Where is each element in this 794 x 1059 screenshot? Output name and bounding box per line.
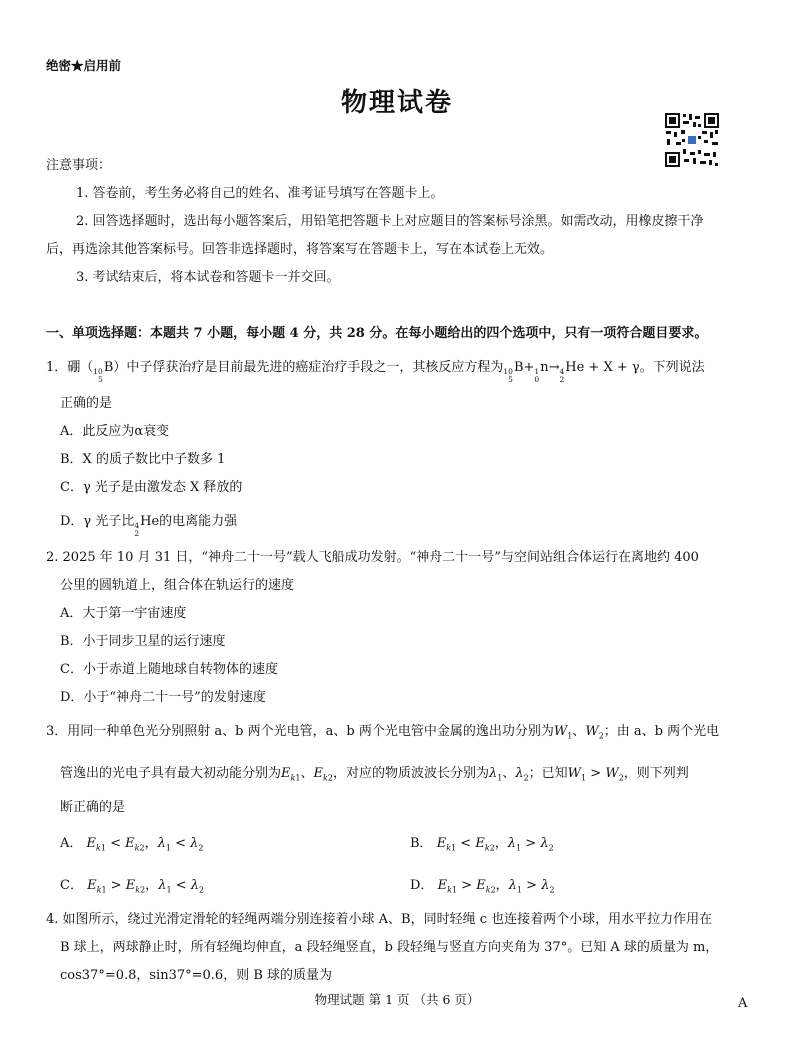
q4-stem-line2: B 球上，两球静止时，所有轻绳均伸直，a 段轻绳竖直，b 段轻绳与竖直方向夹角为 37°。已知 A 球的质量为 m， <box>60 940 719 955</box>
notice-item-2-cont: 后，再选涂其他答案标号。回答非选择题时，将答案写在答题卡上，写在本试卷上无效。 <box>46 242 554 257</box>
q4-stem: 4. 如图所示，绕过光滑定滑轮的轻绳两端分别连接着小球 A、B，同时轻绳 c 也连接着两个小球，用水平拉力作用在 <box>46 912 713 927</box>
notice-item-3: 3. 考试结束后，将本试卷和答题卡一并交回。 <box>76 270 340 285</box>
q4-stem-line3: cos37°=0.8，sin37°=0.6，则 B 球的质量为 <box>60 968 333 983</box>
page-footer: 物理试题 第 1 页 （共 6 页） <box>314 992 480 1007</box>
notice-heading: 注意事项： <box>46 158 112 173</box>
q1-stem-line2: 正确的是 <box>60 396 113 411</box>
q1-option-d: D．γ 光子比 4 2 He的电离能力强 <box>60 514 238 538</box>
q3-option-b: B． $E_{k1} < E_{k2}$，$\lambda_1 > \lambda_2$ <box>410 836 554 853</box>
q1-option-b: B．X 的质子数比中子数多 1 <box>60 452 226 467</box>
q3-stem: 3．用同一种单色光分别照射 a、b 两个光电管，a、b 两个光电管中金属的逸出功分别为$W_1$、$W_2$；由 a、b 两个光电 <box>46 724 720 741</box>
paper-version-code: A <box>738 996 748 1011</box>
q1-option-c: C．γ 光子是由激发态 X 释放的 <box>60 480 243 495</box>
q1-option-a: A．此反应为α衰变 <box>60 424 170 439</box>
q3-stem-line2: 管逸出的光电子具有最大初动能分别为$E_{k1}$、$E_{k2}$，对应的物质波波长分别为$\lambda_1$、$\lambda_2$；已知$W_1 > W_2$，则下列判 <box>60 766 689 783</box>
page-title: 物理试卷 <box>340 88 453 118</box>
q2-option-d: D．小于“神舟二十一号”的发射速度 <box>60 690 266 705</box>
q3-option-a: A． $E_{k1} < E_{k2}$，$\lambda_1 < \lambda_2$ <box>60 836 204 853</box>
q3-stem-line3: 断正确的是 <box>60 800 126 815</box>
q3-option-d: D． $E_{k1} > E_{k2}$，$\lambda_1 > \lambda_2$ <box>410 878 555 895</box>
section-heading: 一、单项选择题：本题共 7 小题，每小题 4 分，共 28 分。在每小题给出的四个选项中，只有一项符合题目要求。 <box>46 326 708 341</box>
q2-stem: 2. 2025 年 10 月 31 日，“神舟二十一号”载人飞船成功发射。“神舟二十一号”与空间站组合体运行在离地约 400 <box>46 550 699 565</box>
q2-option-a: A．大于第一宇宙速度 <box>60 606 187 621</box>
q2-option-b: B．小于同步卫星的运行速度 <box>60 634 226 649</box>
notice-item-2: 2. 回答选择题时，选出每小题答案后，用铅笔把答题卡上对应题目的答案标号涂黑。如需改动，用橡皮擦干净 <box>76 214 704 229</box>
confidential-label: 绝密★启用前 <box>46 58 122 73</box>
notice-item-1: 1. 答卷前，考生务必将自己的姓名、准考证号填写在答题卡上。 <box>76 186 444 201</box>
q2-option-c: C．小于赤道上随地球自转物体的速度 <box>60 662 278 677</box>
qr-code-icon <box>664 112 720 168</box>
q1-stem: 1．硼（ 10 5 B）中子俘获治疗是目前最先进的癌症治疗手段之一，其核反应方程为 10 5 B+ 1 0 n→ 4 2 He + X + γ。下列说法 <box>46 360 705 384</box>
q2-stem-line2: 公里的圆轨道上，组合体在轨运行的速度 <box>60 578 295 593</box>
q3-option-c: C． $E_{k1} > E_{k2}$，$\lambda_1 < \lambda_2$ <box>60 878 205 895</box>
